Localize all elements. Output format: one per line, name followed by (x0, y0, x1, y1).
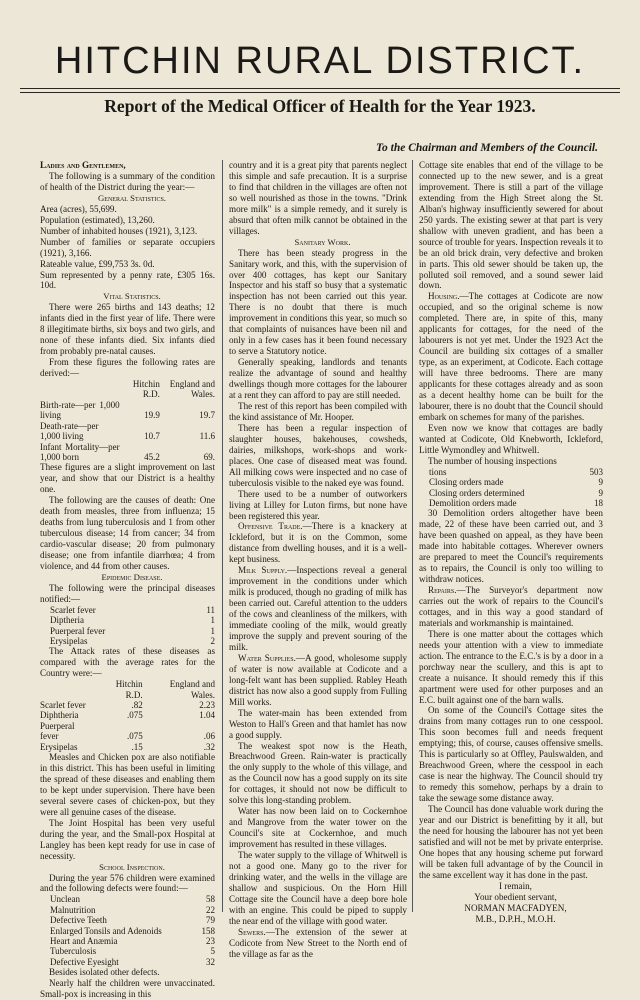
table-cell: Diptheria (50, 615, 84, 626)
table-cell: 22 (206, 904, 215, 915)
table-row (40, 946, 215, 956)
table-cell: Birth-rate—per 1,000 living (40, 399, 120, 421)
table-cell: Infant Mortality—per 1,000 born (40, 441, 120, 462)
sanitary-paragraph: There has been steady progress in the Sanitary work, and this, with the supervision of over 400 cottages, has kept our Sanitary Inspector and his staff so busy that a systematic inspection has not been carried out this year. There is no doubt that there is much improvement in conditions this year, so much so that complaints of nuisances have been nil and only in a few cases has it been found necessary to serve a Statutory notice. (229, 247, 407, 357)
table-cell: Scarlet fever (50, 604, 96, 615)
table-cell: 9 (598, 487, 603, 498)
table-row (40, 710, 215, 720)
table-cell: .32 (203, 741, 215, 752)
isolated-line: Besides isolated other defects. (49, 967, 160, 978)
table-cell: Tuberculosis (50, 946, 97, 957)
column-3 (419, 160, 603, 924)
inspections-intro: The number of housing inspections (428, 455, 557, 466)
column-divider (412, 160, 413, 912)
school-intro: During the year 576 children were examined and the following defects were found:— (40, 872, 215, 894)
continued-paragraph: country and it is a great pity that parents neglect this simple and safe precaution. It is a surprise to find that children in the villages are often not so well nourished as those in the towns. "Drink more milk" is a simple remedy, and it surely is absurd that often milk cannot be obtained in the villages. (229, 160, 407, 236)
table-cell: Puerperal fever (50, 625, 106, 636)
repairs-paragraph (419, 585, 603, 629)
section-heading: General Statistics. (98, 192, 166, 203)
rates-table (40, 379, 215, 462)
column-1 (40, 160, 215, 1000)
sewers-paragraph (229, 927, 407, 960)
run-in-heading: Repairs. (428, 584, 457, 595)
table-cell: 23 (206, 936, 215, 947)
table-row (419, 488, 603, 498)
sanitary-paragraph: There used to be a number of outworkers living at Lilley for Luton firms, but none have been registered this year. (229, 488, 407, 521)
table-cell: Closing orders made (429, 477, 504, 488)
section-heading: School Inspection. (99, 861, 165, 872)
table-cell: 5 (210, 946, 215, 957)
measles-paragraph: Measles and Chicken pox are also notifiable in this district. This has been useful in limiting the spread of these diseases and enabling them to be kept under supervision. There have been several severe cases of chicken-pox, but they were all genuine cases of the disease. (40, 752, 215, 817)
paragraph-text: —There is a knackery at Ickleford, but it is on the Common, some distance from dwelling houses, and it is a well-kept business. (229, 521, 408, 565)
repairs-paragraph: On some of the Council's Cottage sites the drains from many cottages run to one cesspool. This soon becomes full and needs frequent emptying; this, of course, causes offensive smells. This is particularly so at Offley, Paulswalden, and Breachwood Green, where the cesspool in each case is near the highway. The Council should try to remedy this somehow, perhaps by a drain to take the sewage some distance away. (419, 705, 603, 804)
table-cell: 1 (210, 625, 215, 636)
table-row (40, 926, 215, 936)
signatory-degrees: M.B., D.P.H., M.O.H. (475, 913, 556, 924)
intro-paragraph: The following is a summary of the condition of health of the District during the year:— (40, 170, 215, 192)
table-cell: Heart and Anæmia (50, 936, 118, 947)
penny-rate-line: Sum represented by a penny rate, £305 16s. 10d. (40, 269, 215, 291)
paragraph-text: —The extension of the sewer at Codicote from New Street to the North end of the village as far as the (229, 926, 407, 959)
run-in-heading: Milk Supply. (238, 565, 288, 576)
table-row (40, 636, 215, 646)
attack-table (40, 679, 215, 752)
housing-paragraph: Even now we know that cottages are badly wanted at Codicote, Old Knebworth, Ickleford, Little Wymondley and Whitwell. (419, 422, 603, 455)
population-line: Population (estimated), 13,260. (40, 214, 155, 225)
rateable-line: Rateable value, £99,753 3s. 0d. (40, 258, 155, 269)
table-row (40, 742, 215, 752)
water-paragraph: The weakest spot now is the Heath, Breachwood Green. Rain-water is practically the only supply to the whole of this village, and as the Council now has a good supply on its site for cottages, it should not now be difficult to solve this long-standing problem. (229, 740, 407, 806)
section-heading: Vital Statistics. (103, 291, 161, 302)
run-in-heading: Housing. (428, 291, 460, 302)
table-cell: Closing orders determined (429, 487, 525, 498)
defects-table (40, 894, 215, 967)
table-cell: 1.04 (199, 710, 215, 721)
closing-paragraph: The Council has done valuable work during the year and our District is benefitting by it all, but the need for housing the labourer has not yet been satisfied and will not be met by private enterprise. One hopes that any housing scheme put forward will be taken full advantage of by the Council in the same excellent way it has done in the past. (419, 804, 603, 880)
milk-supply-paragraph (229, 565, 407, 653)
table-cell: Puerperal fever (40, 720, 75, 742)
table-header-row (40, 379, 215, 400)
table-row (40, 626, 215, 636)
table-row (40, 700, 215, 710)
table-header-cell (40, 679, 94, 700)
table-cell: Scarlet fever (40, 700, 86, 710)
table-cell: 2 (210, 635, 215, 646)
table-cell: Defective Teeth (50, 915, 107, 926)
table-cell: 79 (206, 915, 215, 926)
table-cell: Enlarged Tonsils and Adenoids (50, 925, 162, 936)
notified-table (40, 605, 215, 647)
table-cell: 58 (206, 894, 215, 905)
table-cell: 503 (589, 466, 603, 477)
table-row (40, 936, 215, 946)
continued-paragraph: Cottage site enables that end of the village to be connected up to the new sewer, and is a great improvement. There is still a part of the village extending from the High Street along the St. Alban's highway insufficiently sewered for about 250 yards. The existing sewer at that part is very shallow with uneven gradient, and has been a source of trouble for years. Inspection reveals it to be an old brick drain, very defective and broken in parts. This old sewer should be taken up, the polluted soil removed, and a sound sewer laid down. (419, 160, 603, 291)
table-cell: 19.7 (199, 410, 215, 421)
paragraph-text: —Inspections reveal a general improvement in the conditions under which milk is produced, though no grading of milk has been carried out. Careful attention to the udders of the cows and cleanliness of the milkers, with immediate cooling of the milk, would greatly improve the supply and prevent souring of the milk. (229, 565, 407, 652)
table-cell: 45.2 (144, 451, 160, 462)
table-row (40, 442, 215, 463)
inspections-table (419, 467, 603, 509)
paragraph-text: —The Surveyor's department now carries out the work of repairs to the Council's cottages, and in this way a good standard of materials and workmanship is maintained. (419, 584, 603, 628)
paragraph-text: —The cottages at Codicote are now occupied, and so the original scheme is now completed. There are, in spite of this, many applicants for cottages, for the need of the labourers is not yet met. Under the 1923 Act the Council are building six cottages of a smaller type, as an experiment, at Codicote. Each cottage will have three bedrooms. There are many applicants for these cottages already and as soon as a decent healthy home can be built for the labourer, there is no doubt that the Council should embark on schemes for many of the parishes. (419, 291, 603, 422)
water-paragraph: Water has now been laid on to Cockernhoe and Mangrove from the water tower on the Council's site at Cockernhoe, and much improvement has resulted in these villages. (229, 806, 407, 850)
run-in-heading: Sewers. (238, 926, 266, 937)
table-header-cell: England and Wales. (169, 379, 215, 400)
table-cell: Erysipelas (50, 635, 88, 646)
table-cell: Demolition orders made (429, 497, 517, 508)
run-in-heading: Water Supplies. (238, 652, 296, 663)
column-divider (222, 160, 223, 912)
table-row (40, 915, 215, 925)
title-rule-top (20, 88, 620, 89)
table-cell: 2.23 (199, 700, 215, 710)
table-row (40, 721, 215, 742)
causes-paragraph: The following are the causes of death: One death from measles, three from influenza; 15 deaths from lung tuberculosis and 1 from other tuberculous disease; 14 from cancer; 34 from cardio-vascular disease; 20 from pulmonary disease; one from infantile diarrhœa; 4 from violence, and 44 from other causes. (40, 495, 215, 571)
table-cell: .15 (131, 741, 143, 752)
table-cell: 69. (203, 451, 215, 462)
table-cell: .06 (203, 731, 215, 742)
table-row (40, 957, 215, 967)
title-rule-bottom (20, 92, 620, 93)
table-cell: 32 (206, 956, 215, 967)
paragraph-text: —A good, wholesome supply of water is now available at Codicote and a long-felt want has been supplied. Rabley Heath district has now also a good supply from Fulling Mill works. (229, 652, 408, 707)
table-cell: Diphtheria (40, 710, 79, 721)
table-row (40, 421, 215, 442)
water-supplies-paragraph (229, 653, 407, 708)
table-row (419, 477, 603, 487)
table-header-row (40, 679, 215, 700)
addressee-line: To the Chairman and Members of the Council. (376, 142, 598, 154)
rates-intro: From these figures the following rates are derived:— (40, 357, 215, 379)
unvaccinated-paragraph: Nearly half the children were unvaccinated. Small-pox is increasing in this (40, 978, 215, 1000)
table-cell: Death-rate—per 1,000 living (40, 420, 99, 442)
run-in-heading: Offensive Trade. (238, 521, 303, 532)
column-2 (229, 160, 408, 959)
table-cell: 18 (594, 497, 603, 508)
table-cell: 11.6 (199, 431, 215, 442)
rates-comment: These figures are a slight improvement on last year, and show that our District is a healthy one. (40, 462, 215, 495)
sign-off: Your obedient servant, (474, 891, 557, 902)
report-subtitle: Report of the Medical Officer of Health for the Year 1923. (104, 96, 536, 116)
area-line: Area (acres), 55,699. (40, 203, 117, 214)
table-cell: .075 (126, 710, 143, 721)
table-cell: Erysipelas (40, 741, 78, 752)
table-cell: 10.7 (144, 431, 160, 442)
attack-intro: The Attack rates of these diseases as compared with the average rates for the Country were:— (40, 646, 215, 679)
table-cell: 1 (210, 615, 215, 626)
table-cell: 19.9 (144, 410, 160, 421)
table-cell: tions (429, 466, 447, 477)
page-title: HITCHIN RURAL DISTRICT. (54, 40, 586, 82)
table-header-cell (40, 379, 120, 400)
table-row (40, 905, 215, 915)
families-line: Number of families or separate occupiers (1921), 3,166. (40, 236, 215, 258)
demolition-paragraph: 30 Demolition orders altogether have been made, 22 of these have been carried out, and 3 have been quashed on appeal, as they have been made into habitable cottages. Wherever owners are prepared to meet the Council's requirements as to repairs, the Council is only too willing to withdraw notices. (419, 508, 603, 585)
section-heading: Sanitary Work. (294, 236, 351, 247)
table-cell: 11 (206, 604, 215, 615)
table-header-cell: Hitchin R.D. (132, 379, 160, 400)
hospital-paragraph: The Joint Hospital has been very useful during the year, and the Small-pox Hospital at Langley has been kept ready for use in case of necessity. (40, 817, 215, 861)
table-row (40, 605, 215, 615)
housing-paragraph (419, 291, 603, 422)
sign-off: I remain, (499, 880, 532, 891)
signatory-name: NORMAN MACFADYEN, (464, 902, 567, 913)
table-cell: 9 (598, 477, 603, 488)
water-paragraph: The water-main has been extended from Weston to Hall's Green and that hamlet has now a good supply. (229, 707, 407, 740)
sanitary-paragraph: There has been a regular inspection of slaughter houses, bakehouses, cowsheds, dairies, milkshops, work-shops and work-places. One case of diseased meat was found. All milking cows were inspected and no case of tuberculosis visible to the naked eye was found. (229, 422, 407, 488)
table-header-cell: England and Wales. (169, 679, 215, 700)
offensive-trade-paragraph (229, 521, 407, 565)
table-header-cell: Hitchin R.D. (115, 679, 143, 700)
table-row (419, 498, 603, 508)
houses-line: Number of inhabited houses (1921), 3,123. (40, 225, 198, 236)
table-row (419, 467, 603, 477)
section-heading: Epidemic Disease. (101, 571, 163, 582)
births-paragraph: There were 265 births and 143 deaths; 12 infants died in the first year of life. There were 8 illegitimate births, six boys and two girls, and none of these infants died. Six infants died from probably pre-natal causes. (40, 302, 215, 357)
table-cell: Malnutrition (50, 904, 96, 915)
repairs-paragraph: There is one matter about the cottages which needs your attention with a view to immediate action. The entrance to the E.C.'s is by a door in a porchway near the scullery, and this is apt to create a nuisance. It should remedy this if this apartment were used for other purposes and an E.C. built against one of the barn walls. (419, 628, 603, 705)
table-row (40, 400, 215, 421)
table-cell: .82 (131, 700, 143, 710)
table-cell: Defective Eyesight (50, 956, 119, 967)
epidemic-intro: The following were the principal diseases notified:— (40, 582, 215, 604)
salutation: Ladies and Gentlemen, (40, 160, 126, 170)
table-row (40, 615, 215, 625)
table-row (40, 894, 215, 904)
table-cell: .075 (126, 731, 143, 742)
table-cell: 158 (201, 925, 215, 936)
table-cell: Unclean (50, 894, 80, 905)
sanitary-paragraph: Generally speaking, landlords and tenants realize the advantage of sound and healthy dwellings though more cottages for the labourer at a rent they can afford to pay are still needed. (229, 357, 407, 401)
water-paragraph: The water supply to the village of Whitwell is not a good one. Many go to the river for drinking water, and the wells in the village are shallow and suspicious. On the Horn Hill Cottage site the Council have a deep bore hole with an engine. This could be piped to supply the near end of the village with good water. (229, 850, 407, 926)
sanitary-paragraph: The rest of this report has been compiled with the kind assistance of Mr. Hooper. (229, 400, 407, 422)
